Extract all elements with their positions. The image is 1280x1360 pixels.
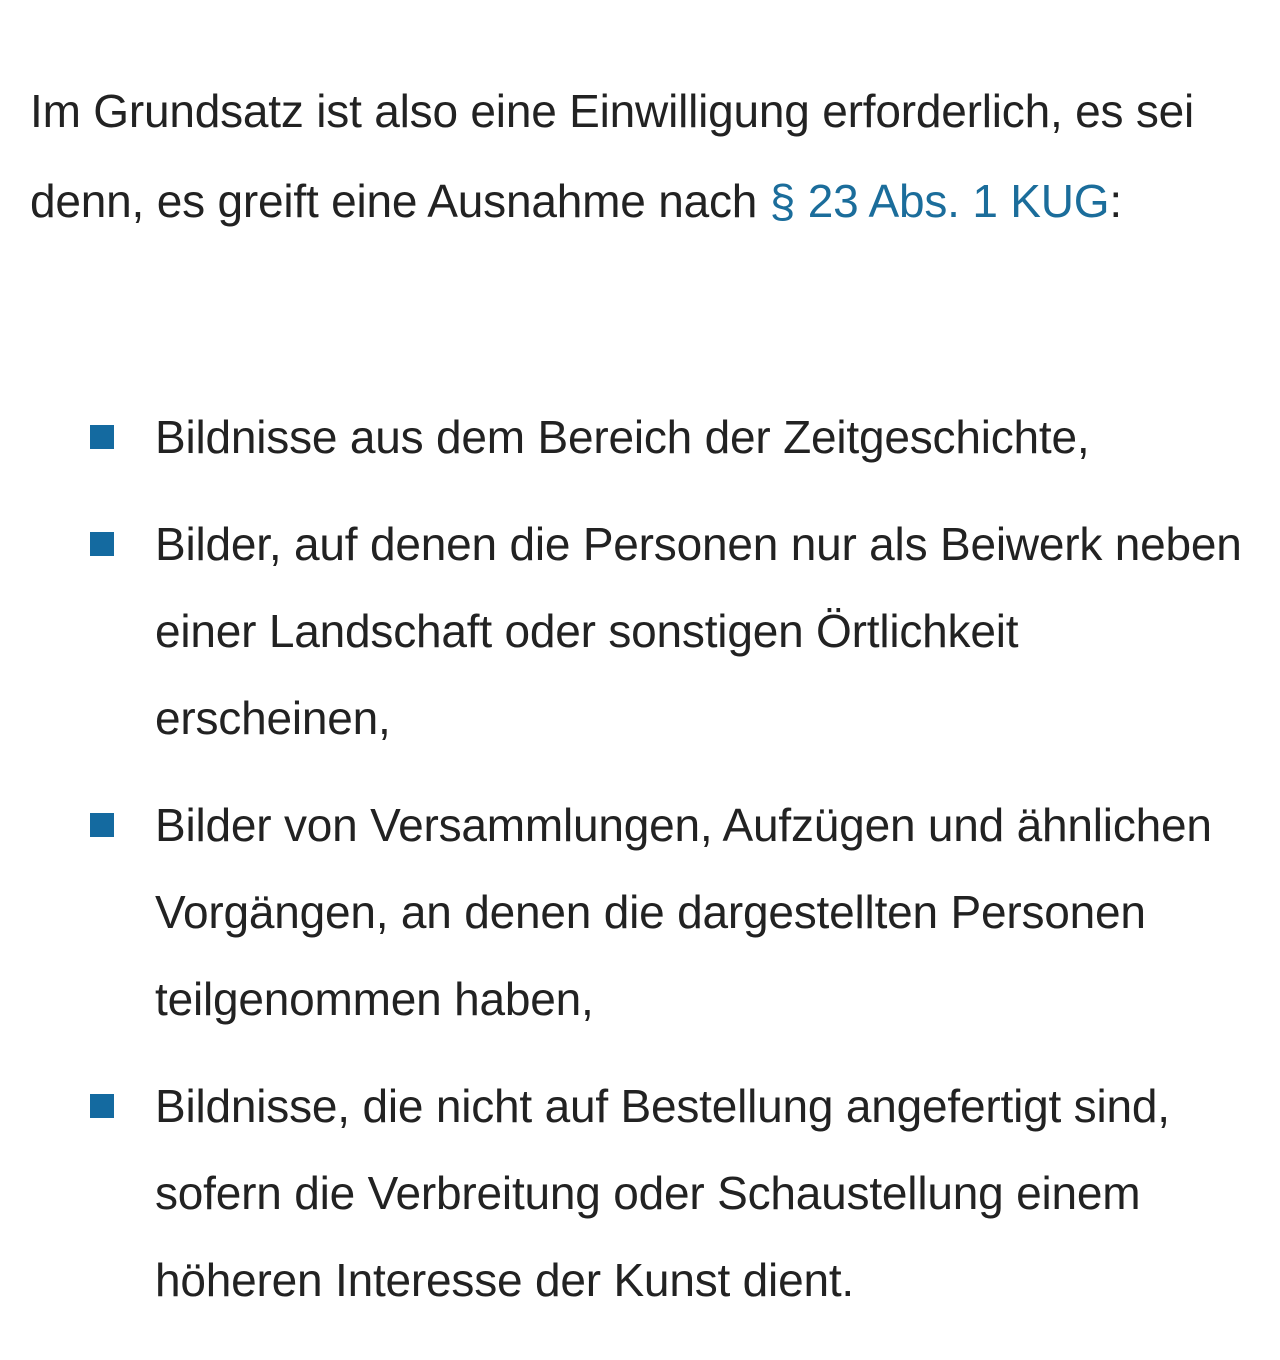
intro-colon: :: [1109, 175, 1122, 227]
list-item-text: Bilder, auf denen die Personen nur als Beiwerk neben einer Landschaft oder sonstigen Örtlichkeit erscheinen,: [155, 518, 1242, 744]
exceptions-list: [30, 394, 1250, 1344]
intro-paragraph: [30, 66, 1250, 246]
article-content: [30, 66, 1250, 1306]
square-bullet-icon: [90, 813, 114, 837]
list-item: [30, 501, 1250, 762]
list-item-text: Bilder von Versammlungen, Aufzügen und ähnlichen Vorgängen, an denen die dargestellten Personen teilgenommen haben,: [155, 799, 1212, 1025]
square-bullet-icon: [90, 1094, 114, 1118]
square-bullet-icon: [90, 425, 114, 449]
list-item: [30, 782, 1250, 1043]
square-bullet-icon: [90, 532, 114, 556]
list-item-text: Bildnisse aus dem Bereich der Zeitgeschichte,: [155, 411, 1090, 463]
intro-text: Im Grundsatz ist also eine Einwilligung erforderlich, es sei denn, es greift eine Ausnahme nach: [30, 85, 1195, 227]
kug-link[interactable]: § 23 Abs. 1 KUG: [769, 175, 1110, 227]
list-item: [30, 1063, 1250, 1324]
list-item: [30, 394, 1250, 481]
list-item-text: Bildnisse, die nicht auf Bestellung angefertigt sind, sofern die Verbreitung oder Schaustellung einem höheren Interesse der Kunst dient.: [155, 1080, 1170, 1306]
